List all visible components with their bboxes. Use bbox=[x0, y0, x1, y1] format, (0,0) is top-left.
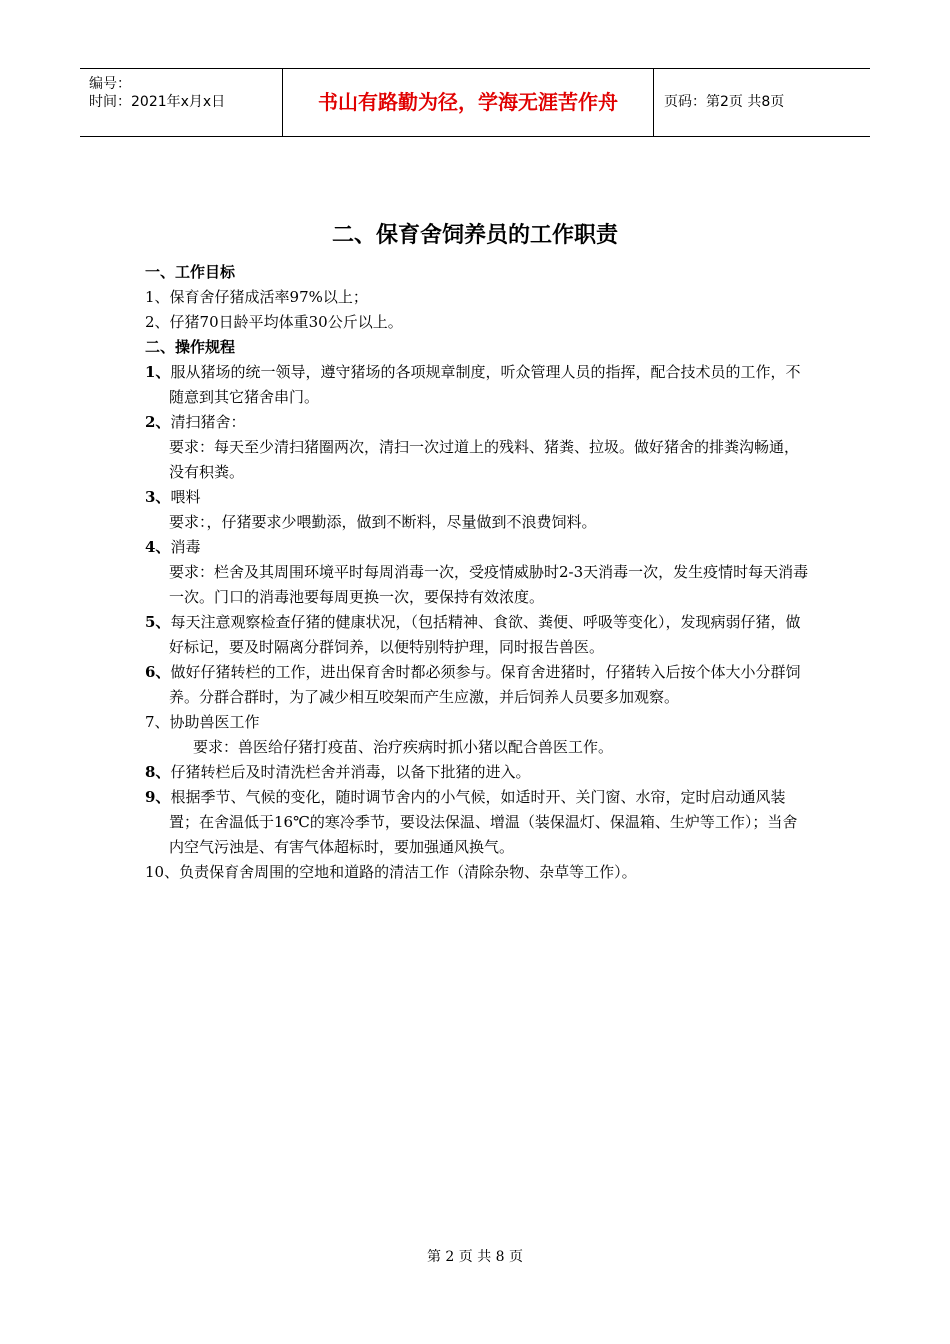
procedure-item: 5、每天注意观察检查仔猪的健康状况，（包括精神、食欲、粪便、呼吸等变化），发现病弱仔猪，做好标记，要及时隔离分群饲养，以便特别特护理，同时报告兽医。 bbox=[145, 613, 801, 656]
document-body bbox=[145, 260, 810, 885]
goal-item: 1、保育舍仔猪成活率97%以上； bbox=[145, 288, 368, 306]
goal-item: 2、仔猪70日龄平均体重30公斤以上。 bbox=[145, 313, 403, 331]
procedure-item: 9、根据季节、气候的变化，随时调节舍内的小气候，如适时开、关门窗、水帘，定时启动通风装置；在舍温低于16℃的寒冷季节，要设法保温、增温（装保温灯、保温箱、生炉等工作）；当舍内空气污浊是、有害气体超标时，要加强通风换气。 bbox=[145, 788, 798, 856]
header-motto: 书山有路勤为径，学海无涯苦作舟 bbox=[283, 69, 654, 136]
procedure-requirement: 要求：，仔猪要求少喂勤添，做到不断料，尽量做到不浪费饲料。 bbox=[169, 513, 597, 531]
procedure-item: 3、喂料 bbox=[145, 488, 201, 506]
procedure-item: 4、消毒 bbox=[145, 538, 201, 556]
date-line: 时间：2021年x月x日 bbox=[89, 94, 226, 110]
procedure-requirement: 要求：兽医给仔猪打疫苗、治疗疾病时抓小猪以配合兽医工作。 bbox=[193, 738, 614, 756]
procedure-item: 7、协助兽医工作 bbox=[145, 713, 260, 731]
procedure-requirement: 要求：栏舍及其周围环境平时每周消毒一次，受疫情威胁时2-3天消毒一次，发生疫情时每天消毒一次。门口的消毒池要每周更换一次，要保持有效浓度。 bbox=[169, 563, 809, 606]
procedure-item: 2、清扫猪舍： bbox=[145, 413, 246, 431]
procedure-item: 6、做好仔猪转栏的工作，进出保育舍时都必须参与。保育舍进猪时，仔猪转入后按个体大小分群饲养。分群合群时，为了减少相互咬架而产生应激，并后饲养人员要多加观察。 bbox=[145, 663, 801, 706]
header-meta bbox=[80, 69, 283, 136]
section-heading-procedures: 二、操作规程 bbox=[145, 338, 236, 356]
procedure-requirement: 要求：每天至少清扫猪圈两次，清扫一次过道上的残料、猪粪、拉圾。做好猪舍的排粪沟畅通，没有积粪。 bbox=[169, 438, 800, 481]
header-page-info: 页码：第2页 共8页 bbox=[664, 94, 785, 110]
section-heading-goals: 一、工作目标 bbox=[145, 263, 236, 281]
document-title: 二、保育舍饲养员的工作职责 bbox=[331, 223, 618, 248]
page-header bbox=[80, 68, 870, 137]
procedure-item: 10、负责保育舍周围的空地和道路的清洁工作（清除杂物、杂草等工作）。 bbox=[145, 863, 637, 881]
page-footer: 第 2 页 共 8 页 bbox=[426, 1249, 524, 1265]
procedure-item: 1、服从猪场的统一领导，遵守猪场的各项规章制度，听众管理人员的指挥，配合技术员的工作，不随意到其它猪舍串门。 bbox=[145, 363, 801, 406]
procedure-item: 8、仔猪转栏后及时清洗栏舍并消毒，以备下批猪的进入。 bbox=[145, 763, 531, 781]
number-label: 编号： bbox=[89, 76, 131, 92]
